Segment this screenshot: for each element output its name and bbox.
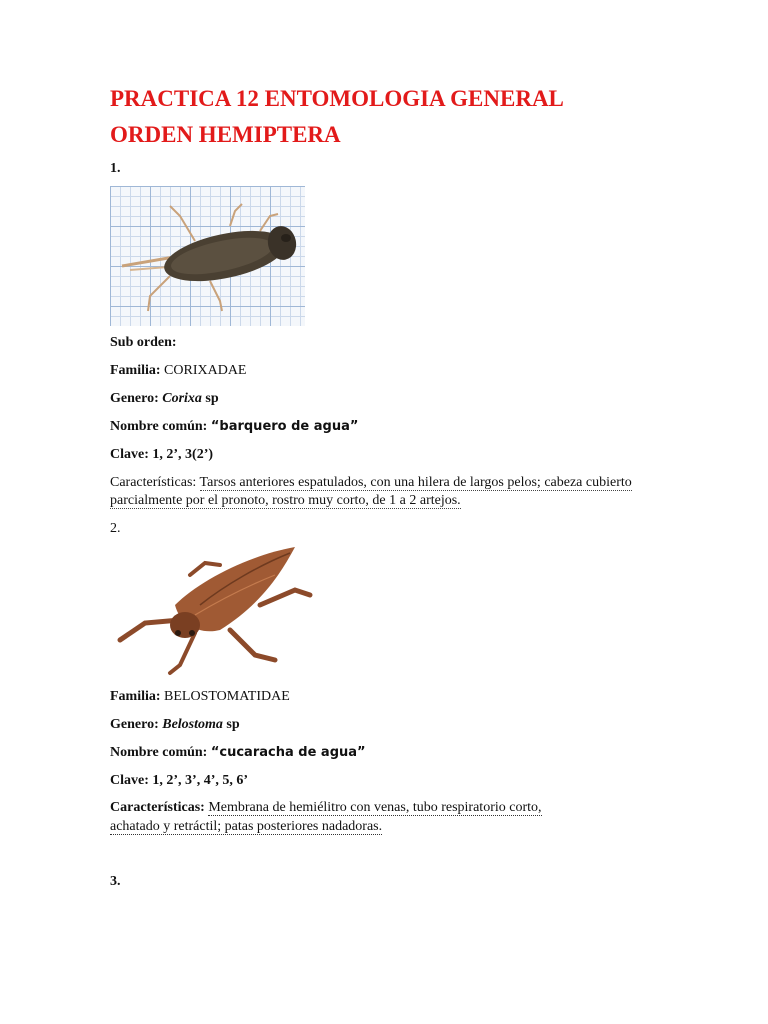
entry-1-genero-row [110, 391, 219, 407]
giant-water-bug-icon [110, 545, 315, 685]
entry-1-genero-label: Genero: [110, 391, 159, 406]
entry-1-number: 1. [110, 161, 121, 176]
entry-2-caracteristicas-text-2: achatado y retráctil; patas posteriores nadadoras. [110, 819, 383, 834]
entry-2-caracteristicas-text-1: Membrana de hemiélitro con venas, tubo respiratorio corto, [208, 800, 542, 815]
entry-3-number: 3. [110, 874, 121, 889]
entry-2-familia-row [110, 689, 290, 705]
entry-1-familia-value: CORIXADAE [164, 363, 247, 378]
entry-2-genero-label: Genero: [110, 717, 159, 732]
entry-1-caracteristicas [110, 474, 700, 510]
entry-1-nombre-label: Nombre común: [110, 419, 208, 434]
entry-1-caracteristicas-label: Características: [110, 475, 197, 490]
giant-water-bug-photo [110, 545, 315, 685]
entry-1-caracteristicas-text: Tarsos anteriores espatulados, con una hilera de largos pelos; cabeza cubierto parcialmente por el pronoto, rostro muy corto, de 1 a 2 artejos. [110, 475, 632, 508]
entry-2-genero-row [110, 717, 240, 733]
entry-2-nombre-label: Nombre común: [110, 745, 208, 760]
document-title: PRACTICA 12 ENTOMOLOGIA GENERAL [110, 86, 564, 111]
entry-2-caracteristicas-label: Características: [110, 800, 205, 815]
entry-2-caracteristicas-line2 [110, 819, 382, 835]
entry-2-familia-label: Familia: [110, 689, 161, 704]
entry-2-nombre-value: “cucaracha de agua” [210, 745, 366, 760]
entry-2-caracteristicas-line1 [110, 800, 542, 816]
water-boatman-icon [110, 186, 305, 326]
entry-2-nombre-row [110, 745, 366, 761]
water-boatman-photo [110, 186, 305, 326]
entry-1-familia-row [110, 363, 247, 379]
entry-1-genero-value: Corixa [162, 391, 202, 406]
entry-1-clave: Clave: 1, 2’, 3(2’) [110, 447, 214, 462]
entry-1-nombre-value: “barquero de agua” [210, 419, 359, 434]
entry-2-genero-value: Belostoma [162, 717, 223, 732]
entry-2-genero-suffix: sp [226, 717, 240, 732]
order-heading: ORDEN HEMIPTERA [110, 122, 341, 147]
entry-1-nombre-row [110, 419, 358, 435]
entry-1-familia-label: Familia: [110, 363, 161, 378]
entry-2-number: 2. [110, 521, 121, 536]
entry-2-familia-value: BELOSTOMATIDAE [164, 689, 290, 704]
entry-2-clave: Clave: 1, 2’, 3’, 4’, 5, 6’ [110, 773, 249, 788]
entry-1-genero-suffix: sp [205, 391, 219, 406]
entry-1-suborden: Sub orden: [110, 335, 177, 350]
